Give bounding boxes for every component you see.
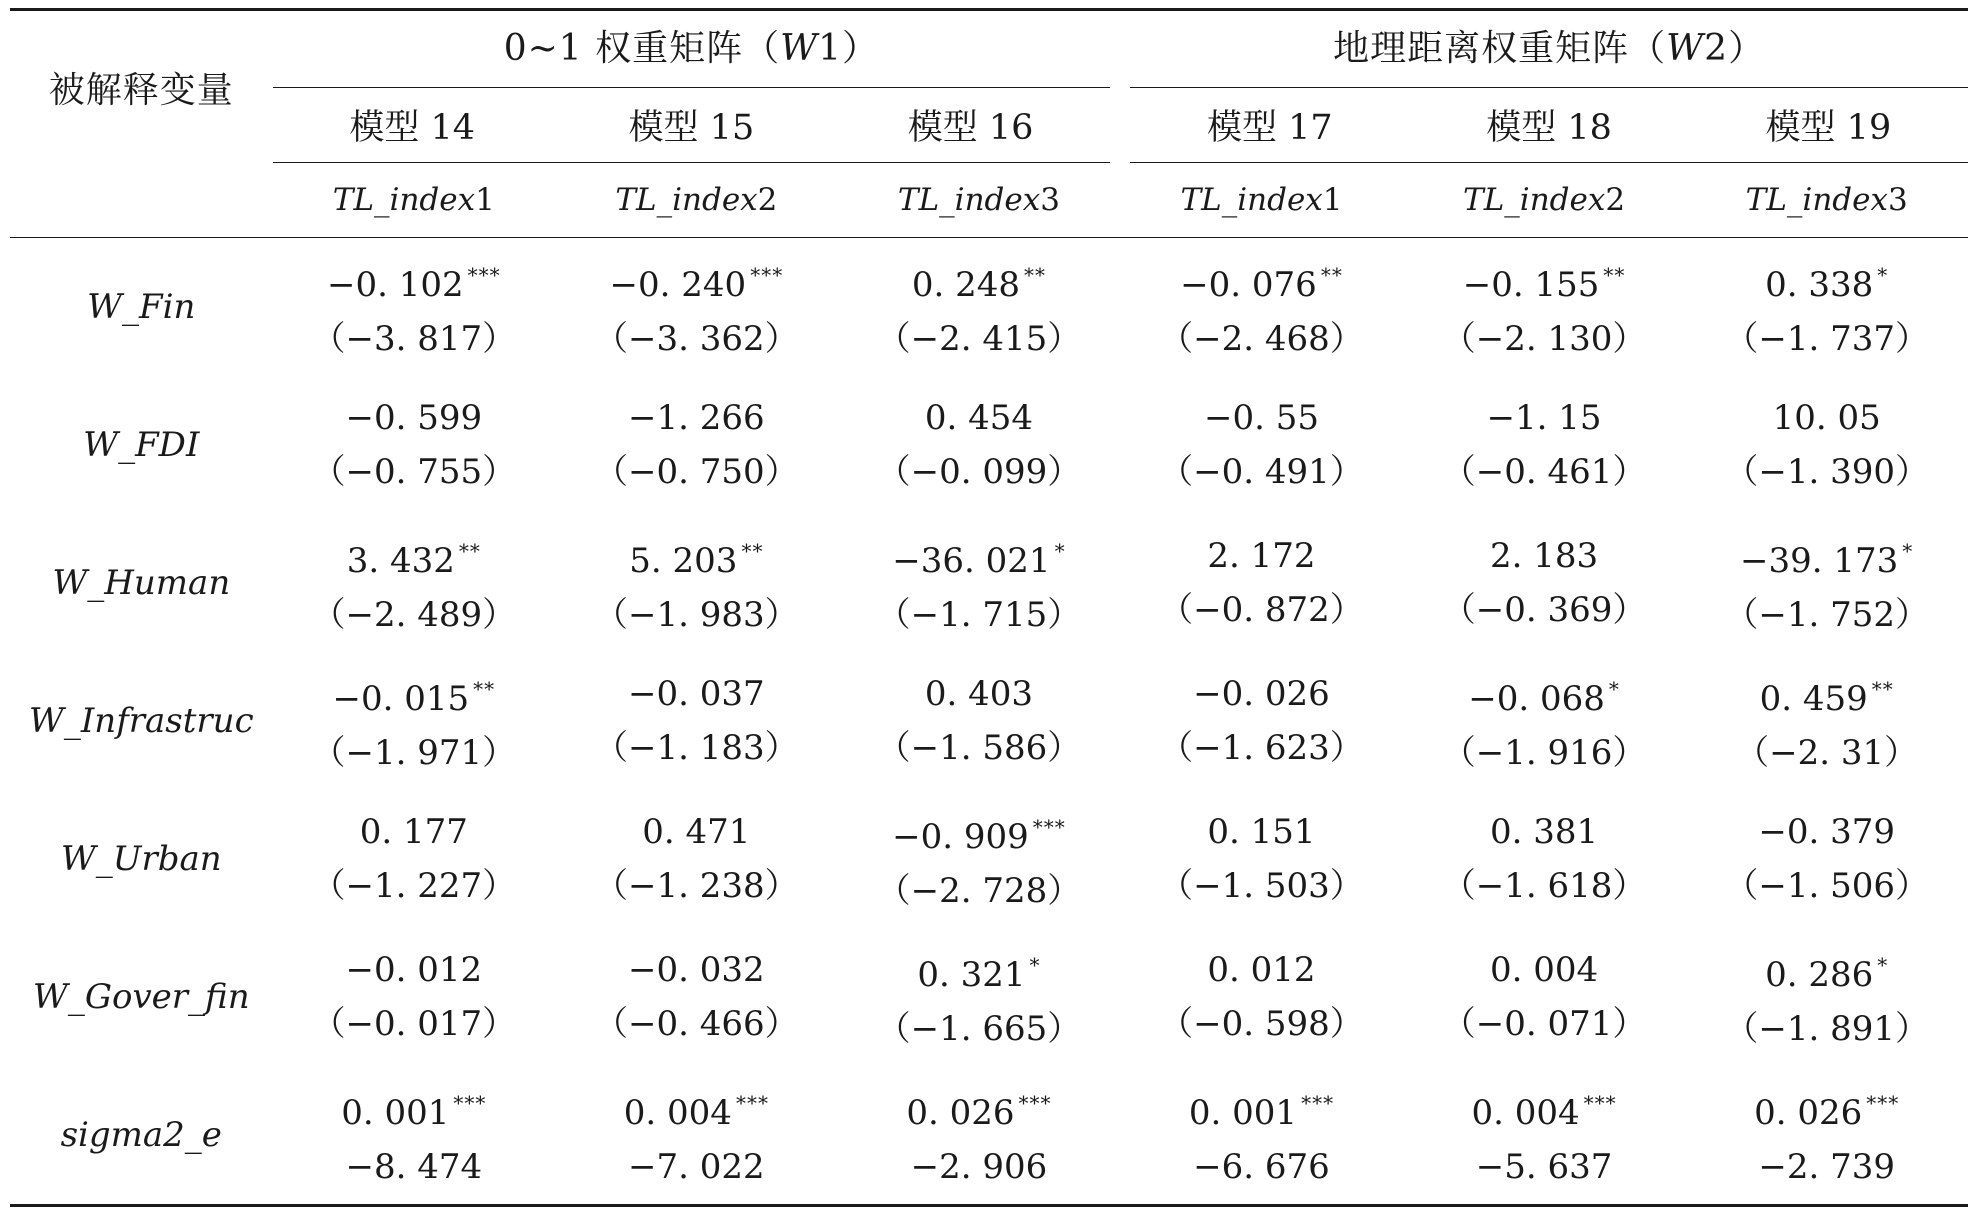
table-row — [10, 1066, 1968, 1206]
coefficient-value: −39. 173 — [1740, 540, 1899, 581]
t-statistic: −2. 906 — [910, 1146, 1048, 1187]
t-statistic: （−1. 506） — [1724, 865, 1929, 906]
coefficient — [1120, 529, 1403, 583]
coefficient — [1685, 1076, 1968, 1140]
coefficient-value: 0. 151 — [1207, 811, 1316, 852]
coefficient-value: 0. 001 — [341, 1092, 450, 1133]
row-header-label: 被解释变量 — [48, 69, 234, 111]
significance-stars: ** — [1024, 262, 1047, 287]
t-statistic: （−1. 227） — [311, 865, 517, 906]
significance-stars: ** — [1603, 262, 1626, 287]
coefficient-value: 2. 172 — [1207, 535, 1316, 576]
estimate-cell — [1403, 376, 1686, 514]
t-statistic: （−1. 891） — [1724, 1008, 1929, 1049]
significance-stars: *** — [1866, 1090, 1900, 1115]
estimate-cell — [555, 652, 838, 790]
coefficient-value: 0. 004 — [1471, 1092, 1580, 1133]
coefficient-value: 0. 004 — [1489, 949, 1599, 990]
t-statistic: （−1. 715） — [876, 594, 1082, 635]
coefficient — [1685, 248, 1968, 312]
estimate-cell — [838, 652, 1121, 790]
significance-stars: *** — [467, 262, 501, 287]
table-row — [10, 376, 1968, 514]
coefficient — [273, 662, 556, 726]
coefficient-value: −0. 037 — [628, 673, 765, 714]
estimate-cell — [1685, 376, 1968, 514]
coefficient — [1685, 391, 1968, 445]
estimate-cell — [1685, 514, 1968, 652]
significance-stars: *** — [1018, 1090, 1052, 1115]
dependent-header-spacer — [10, 163, 273, 237]
variable-name: sigma2_e — [60, 1114, 222, 1155]
coefficient — [555, 667, 838, 721]
significance-stars: * — [1877, 952, 1889, 977]
t-statistic: （−0. 872） — [1159, 589, 1364, 630]
coefficient-value: −0. 155 — [1462, 264, 1600, 305]
coefficient — [273, 943, 556, 997]
coefficient — [555, 391, 838, 445]
t-statistic: （−1. 238） — [594, 865, 799, 906]
coefficient — [1120, 805, 1403, 859]
group-header-w2 — [1120, 10, 1968, 89]
coefficient — [273, 524, 556, 588]
dependent-label: TL_index1 — [332, 181, 495, 218]
t-statistic: （−2. 415） — [876, 318, 1082, 359]
coefficient-value: 0. 403 — [924, 673, 1034, 714]
dependent-label: TL_index3 — [897, 181, 1060, 218]
estimate-cell — [1403, 652, 1686, 790]
coefficient-value: 0. 321 — [917, 954, 1026, 995]
table-row — [10, 514, 1968, 652]
variable-name: W_FDI — [83, 424, 200, 465]
variable-name: W_Fin — [87, 286, 196, 327]
dependent-label: TL_index1 — [1180, 181, 1343, 218]
significance-stars: *** — [1583, 1090, 1617, 1115]
coefficient-value: 3. 432 — [346, 540, 455, 581]
estimate-cell — [1685, 652, 1968, 790]
estimate-cell — [273, 376, 556, 514]
t-statistic: （−2. 130） — [1441, 318, 1647, 359]
dependent-label: TL_index2 — [1463, 181, 1626, 218]
coefficient-value: −0. 55 — [1204, 397, 1319, 438]
t-statistic: （−0. 071） — [1441, 1003, 1647, 1044]
estimate-cell — [1685, 928, 1968, 1066]
estimate-cell — [555, 514, 838, 652]
variable-name: W_Infrastruc — [28, 700, 254, 741]
significance-stars: *** — [750, 262, 784, 287]
coefficient — [1685, 524, 1968, 588]
t-statistic: （−0. 491） — [1159, 451, 1364, 492]
group-label-num: 2 — [1704, 28, 1729, 69]
t-statistic: （−1. 665） — [876, 1008, 1082, 1049]
model-header-w1 — [273, 88, 1121, 163]
significance-stars: ** — [1320, 262, 1343, 287]
coefficient-value: −0. 076 — [1180, 264, 1317, 305]
coefficient — [1403, 391, 1686, 445]
estimate-cell — [555, 928, 838, 1066]
coefficient-value: −0. 102 — [326, 264, 464, 305]
model-label: 模型 16 — [907, 108, 1034, 148]
table-row — [10, 652, 1968, 790]
coefficient — [1120, 1076, 1403, 1140]
coefficient — [838, 667, 1121, 721]
variable-name: W_Gover_fin — [32, 976, 250, 1017]
estimate-cell — [1120, 790, 1403, 928]
coefficient-value: 0. 454 — [924, 397, 1034, 438]
t-statistic: （−0. 461） — [1441, 451, 1647, 492]
variable-name: W_Urban — [60, 838, 222, 879]
estimate-cell — [1403, 790, 1686, 928]
coefficient-value: −0. 068 — [1468, 678, 1605, 719]
coefficient-value: −0. 909 — [892, 816, 1029, 857]
coefficient-value: −0. 026 — [1193, 673, 1330, 714]
significance-stars: *** — [1301, 1090, 1335, 1115]
dependent-label: TL_index3 — [1745, 181, 1908, 218]
coefficient — [555, 248, 838, 312]
coefficient — [555, 524, 838, 588]
model-label: 模型 18 — [1486, 108, 1612, 148]
t-statistic: （−1. 737） — [1724, 318, 1929, 359]
coefficient-value: 10. 05 — [1772, 397, 1881, 438]
t-statistic: （−0. 466） — [594, 1003, 799, 1044]
coefficient-value: 0. 177 — [359, 811, 468, 852]
coefficient-value: −0. 032 — [628, 949, 765, 990]
table-header — [10, 10, 1968, 238]
coefficient — [1403, 662, 1686, 726]
t-statistic: （−1. 586） — [876, 727, 1082, 768]
coefficient-value: −0. 012 — [345, 949, 483, 990]
significance-stars: * — [1877, 262, 1889, 287]
estimate-cell — [1685, 790, 1968, 928]
group-header-w1 — [273, 10, 1121, 89]
estimate-cell — [555, 376, 838, 514]
estimate-cell — [273, 237, 556, 376]
estimate-cell — [1685, 237, 1968, 376]
variable-name: W_Human — [52, 562, 231, 603]
coefficient-value: 0. 026 — [1754, 1092, 1863, 1133]
coefficient-value: 0. 338 — [1765, 264, 1874, 305]
significance-stars: ** — [1871, 676, 1894, 701]
estimate-cell — [1120, 652, 1403, 790]
coefficient — [1120, 391, 1403, 445]
estimate-cell — [838, 790, 1121, 928]
table-row — [10, 928, 1968, 1066]
coefficient-value: 2. 183 — [1489, 535, 1599, 576]
estimate-cell — [273, 790, 556, 928]
estimate-cell — [1120, 237, 1403, 376]
coefficient-value: 0. 004 — [623, 1092, 732, 1133]
coefficient — [838, 1076, 1121, 1140]
coefficient — [1685, 662, 1968, 726]
estimate-cell — [838, 928, 1121, 1066]
significance-stars: ** — [458, 538, 481, 563]
estimate-cell — [273, 1066, 556, 1206]
t-statistic: −6. 676 — [1193, 1146, 1330, 1187]
coefficient-value: −0. 015 — [332, 678, 470, 719]
coefficient — [273, 1076, 556, 1140]
estimate-cell — [555, 1066, 838, 1206]
coefficient — [273, 805, 556, 859]
regression-table-sheet — [10, 8, 1968, 1204]
coefficient-value: −0. 379 — [1758, 811, 1895, 852]
coefficient-value: 0. 459 — [1759, 678, 1868, 719]
significance-stars: *** — [1032, 814, 1066, 839]
t-statistic: （−1. 390） — [1724, 451, 1929, 492]
coefficient — [555, 1076, 838, 1140]
estimate-cell — [1120, 514, 1403, 652]
t-statistic: （−1. 971） — [311, 732, 517, 773]
coefficient-value: 0. 381 — [1489, 811, 1599, 852]
coefficient — [1403, 529, 1686, 583]
t-statistic: −7. 022 — [628, 1146, 765, 1187]
significance-stars: ** — [473, 676, 496, 701]
coefficient — [1120, 943, 1403, 997]
estimate-cell — [555, 790, 838, 928]
estimate-cell — [1120, 376, 1403, 514]
coefficient — [1120, 667, 1403, 721]
coefficient-value: 0. 001 — [1188, 1092, 1298, 1133]
group-label-italic: W — [1666, 28, 1705, 69]
coefficient — [838, 800, 1121, 864]
estimate-cell — [1685, 1066, 1968, 1206]
t-statistic: （−2. 728） — [876, 870, 1082, 911]
coefficient — [1685, 805, 1968, 859]
estimate-cell — [838, 1066, 1121, 1206]
table-body — [10, 237, 1968, 1205]
group-label-num: 1 — [818, 28, 843, 69]
coefficient — [1120, 248, 1403, 312]
t-statistic: （−2. 31） — [1735, 732, 1919, 773]
t-statistic: （−1. 916） — [1441, 732, 1647, 773]
coefficient — [838, 248, 1121, 312]
coefficient — [555, 805, 838, 859]
t-statistic: （−1. 503） — [1159, 865, 1364, 906]
dependent-header-row — [10, 163, 1968, 237]
coefficient — [273, 391, 556, 445]
coefficient-value: −1. 266 — [628, 397, 765, 438]
t-statistic: （−1. 752） — [1724, 594, 1929, 635]
t-statistic: （−3. 362） — [594, 318, 799, 359]
coefficient-value: −0. 599 — [345, 397, 483, 438]
coefficient — [273, 248, 556, 312]
coefficient-value: −1. 15 — [1486, 397, 1602, 438]
t-statistic: （−1. 618） — [1441, 865, 1647, 906]
table-row — [10, 790, 1968, 928]
estimate-cell — [273, 652, 556, 790]
coefficient — [1403, 248, 1686, 312]
coefficient — [1403, 805, 1686, 859]
estimate-cell — [273, 928, 556, 1066]
significance-stars: * — [1902, 538, 1914, 563]
t-statistic: （−0. 598） — [1159, 1003, 1364, 1044]
significance-stars: * — [1054, 538, 1066, 563]
coefficient-value: 0. 248 — [911, 264, 1021, 305]
estimate-cell — [1403, 1066, 1686, 1206]
estimate-cell — [838, 237, 1121, 376]
significance-stars: * — [1608, 676, 1620, 701]
t-statistic: −2. 739 — [1758, 1146, 1895, 1187]
group-label-italic: W — [780, 28, 819, 69]
t-statistic: （−0. 017） — [311, 1003, 517, 1044]
coefficient — [1685, 938, 1968, 1002]
t-statistic: （−0. 750） — [594, 451, 799, 492]
model-header-row — [10, 88, 1968, 163]
significance-stars: *** — [453, 1090, 487, 1115]
coefficient — [1403, 1076, 1686, 1140]
coefficient — [838, 938, 1121, 1002]
estimate-cell — [838, 376, 1121, 514]
coefficient — [555, 943, 838, 997]
t-statistic: （−3. 817） — [311, 318, 517, 359]
table-row — [10, 237, 1968, 376]
estimate-cell — [1403, 237, 1686, 376]
coefficient-value: 0. 026 — [906, 1092, 1015, 1133]
estimate-cell — [1120, 928, 1403, 1066]
estimate-cell — [838, 514, 1121, 652]
coefficient-value: 0. 286 — [1765, 954, 1874, 995]
coefficient — [838, 391, 1121, 445]
spatial-regression-table — [10, 8, 1968, 1207]
estimate-cell — [1120, 1066, 1403, 1206]
model-label: 模型 15 — [628, 108, 755, 148]
coefficient-value: 0. 012 — [1207, 949, 1316, 990]
t-statistic: （−1. 983） — [594, 594, 799, 635]
coefficient — [1403, 943, 1686, 997]
t-statistic: （−0. 369） — [1441, 589, 1647, 630]
coefficient-value: 5. 203 — [629, 540, 738, 581]
significance-stars: * — [1029, 952, 1041, 977]
t-statistic: （−1. 623） — [1159, 727, 1364, 768]
estimate-cell — [273, 514, 556, 652]
model-label: 模型 14 — [349, 108, 475, 148]
coefficient-value: −36. 021 — [892, 540, 1051, 581]
dependent-label: TL_index2 — [615, 181, 778, 218]
coefficient — [838, 524, 1121, 588]
significance-stars: *** — [735, 1090, 769, 1115]
t-statistic: （−1. 183） — [594, 727, 799, 768]
t-statistic: （−0. 755） — [311, 451, 517, 492]
coefficient-value: 0. 471 — [642, 811, 751, 852]
estimate-cell — [1403, 928, 1686, 1066]
t-statistic: （−2. 489） — [311, 594, 517, 635]
model-header-w2 — [1120, 88, 1968, 163]
significance-stars: ** — [741, 538, 764, 563]
t-statistic: −5. 637 — [1475, 1146, 1613, 1187]
coefficient-value: −0. 240 — [609, 264, 747, 305]
group-label-close: ） — [842, 28, 880, 69]
model-label: 模型 19 — [1765, 108, 1892, 148]
group-label-plain: 0~1 权重矩阵（ — [503, 28, 781, 69]
t-statistic: （−2. 468） — [1159, 318, 1364, 359]
group-label-close: ） — [1728, 28, 1766, 69]
model-label: 模型 17 — [1207, 108, 1333, 148]
estimate-cell — [1403, 514, 1686, 652]
group-label-plain: 地理距离权重矩阵（ — [1333, 28, 1667, 69]
t-statistic: −8. 474 — [345, 1146, 483, 1187]
t-statistic: （−0. 099） — [876, 451, 1082, 492]
estimate-cell — [555, 237, 838, 376]
